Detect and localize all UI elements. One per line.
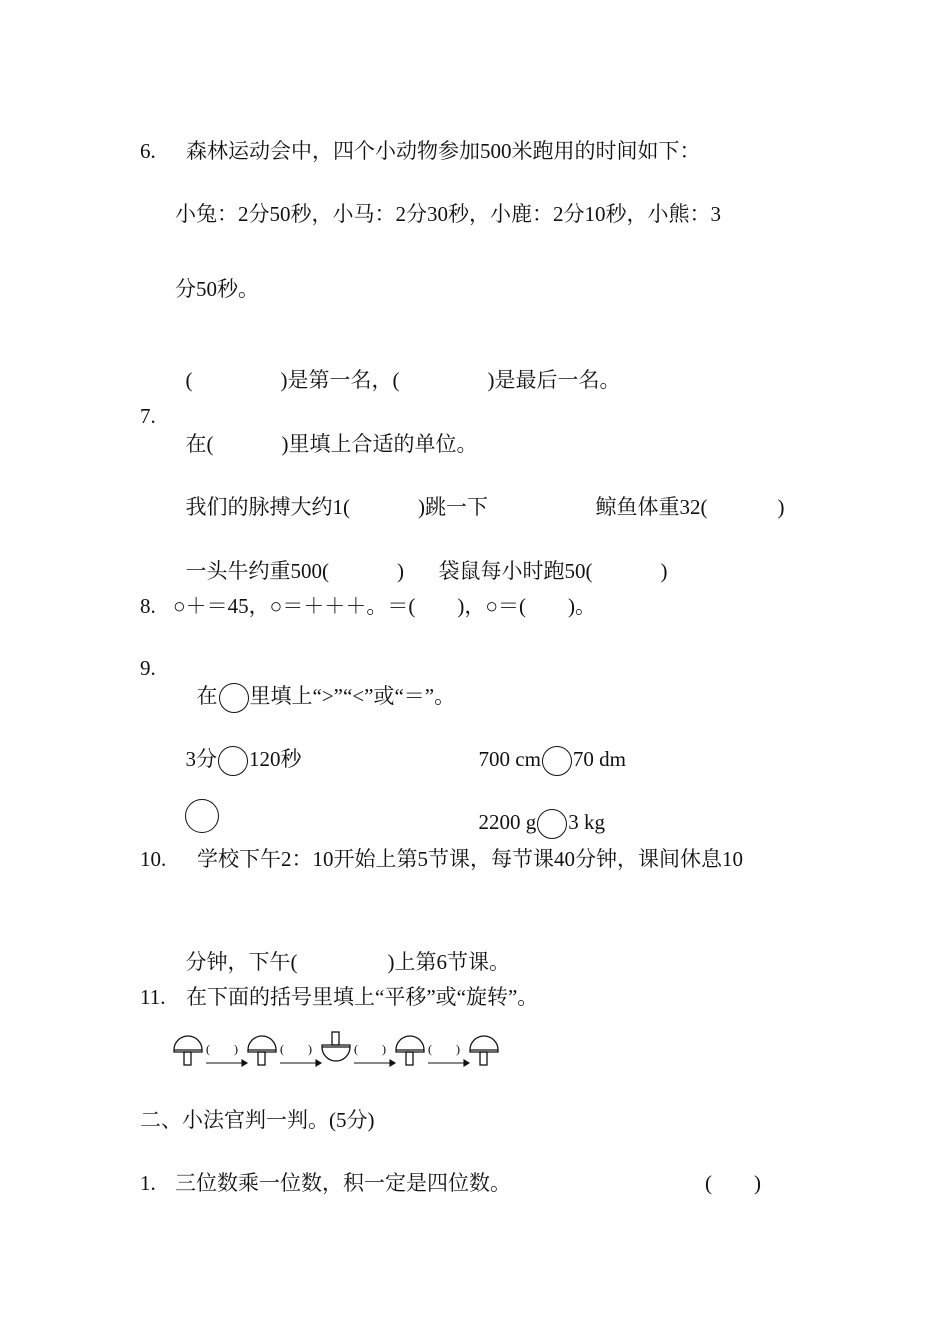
q7-item1-a: 我们的脉搏大约1( [185, 495, 350, 519]
q7-item1-b: )跳一下 [418, 495, 488, 519]
q7-item-kangaroo [428, 529, 668, 585]
q9-circle-2[interactable] [542, 746, 572, 776]
q9-circle-3[interactable] [185, 799, 219, 833]
q9-c2-left: 700 cm [478, 747, 541, 771]
q6-times-line2: 分50秒。 [175, 277, 259, 301]
q8-number: 8. [140, 594, 156, 618]
q7-item4-a: 袋鼠每小时跑50( [438, 559, 593, 583]
q9-c4-right: 3 kg [568, 810, 605, 834]
q9-c2-right: 70 dm [572, 747, 626, 771]
q9-circle-1[interactable] [218, 746, 248, 776]
q9-c4-left: 2200 g [478, 810, 537, 834]
arrow-icon [280, 1060, 321, 1066]
q9-text [186, 654, 455, 713]
q9-c1-left: 3分 [185, 747, 217, 771]
q7-item-cow [175, 529, 404, 585]
q9-compare-4 [468, 780, 605, 839]
q7-text-a: 在( [185, 432, 214, 456]
q6-times-line1: 小兔：2分50秒，小马：2分30秒，小鹿：2分10秒，小熊：3 [175, 202, 721, 226]
q6-fill-a: ( [185, 368, 193, 392]
q7-item2-b: ) [777, 495, 785, 519]
q9-example-circle-icon [219, 683, 249, 713]
section2-q1-blank[interactable]: ( ) [705, 1171, 761, 1195]
q7-text-b: )里填上合适的单位。 [281, 432, 478, 456]
q9-compare-2 [468, 717, 626, 776]
q9-circle-4[interactable] [537, 809, 567, 839]
q7-text [175, 402, 478, 458]
arrow-icon [354, 1060, 395, 1066]
q11-blank-1[interactable]: ( ) [206, 1042, 238, 1056]
q9-compare-1 [175, 717, 302, 776]
q11-blank-4[interactable]: ( ) [428, 1042, 460, 1056]
q11-blank-3[interactable]: ( ) [354, 1042, 386, 1056]
section2-q1-text: 三位数乘一位数，积一定是四位数。 [175, 1171, 511, 1195]
paddle-flipped-icon [322, 1032, 350, 1061]
q8-text: ○＋＝45，○＝＋＋＋。＝( )，○＝( )。 [173, 594, 597, 618]
q10-line2 [175, 920, 510, 976]
arrow-icon [206, 1060, 247, 1066]
q6-fill-c: )是最后一名。 [487, 368, 621, 392]
q10-text: 学校下午2：10开始上第5节课，每节课40分钟，课间休息10 [197, 847, 743, 871]
q11-blank-2[interactable]: ( ) [280, 1042, 312, 1056]
q6-text: 森林运动会中，四个小动物参加500米跑用的时间如下： [186, 139, 701, 163]
paddle-icon [396, 1036, 424, 1065]
q7-item2-a: 鲸鱼体重32( [595, 495, 708, 519]
section2-title: 二、小法官判一判。(5分) [140, 1108, 375, 1132]
section2-q1-number: 1. [140, 1171, 156, 1195]
q9-c1-right: 120秒 [249, 747, 302, 771]
q9-compare-3 [173, 771, 220, 833]
q7-item-whale [585, 465, 785, 521]
q6-fill [175, 338, 621, 394]
q7-item-pulse [175, 465, 488, 521]
paddle-icon [174, 1036, 202, 1065]
q11-text: 在下面的括号里填上“平移”或“旋转”。 [186, 985, 539, 1009]
q9-text-a: 在 [196, 684, 218, 708]
q7-item3-b: ) [397, 559, 404, 583]
q7-number: 7. [140, 404, 156, 428]
paddle-icon [470, 1036, 498, 1065]
q6-fill-b: )是第一名，( [280, 368, 400, 392]
q10-number: 10. [140, 847, 167, 871]
q11-number: 11. [140, 985, 166, 1009]
q9-number: 9. [140, 656, 156, 680]
paddle-icon [248, 1036, 276, 1065]
q9-text-b: 里填上“>”“<”或“＝”。 [249, 684, 456, 708]
q6-number: 6. [140, 139, 156, 163]
arrow-icon [428, 1060, 469, 1066]
q7-item3-a: 一头牛约重500( [185, 559, 329, 583]
q10-line2-a: 分钟，下午( [185, 950, 298, 974]
q10-line2-b: )上第6节课。 [387, 950, 510, 974]
q11-paddle-sequence [172, 1030, 502, 1072]
q7-item4-b: ) [660, 559, 668, 583]
